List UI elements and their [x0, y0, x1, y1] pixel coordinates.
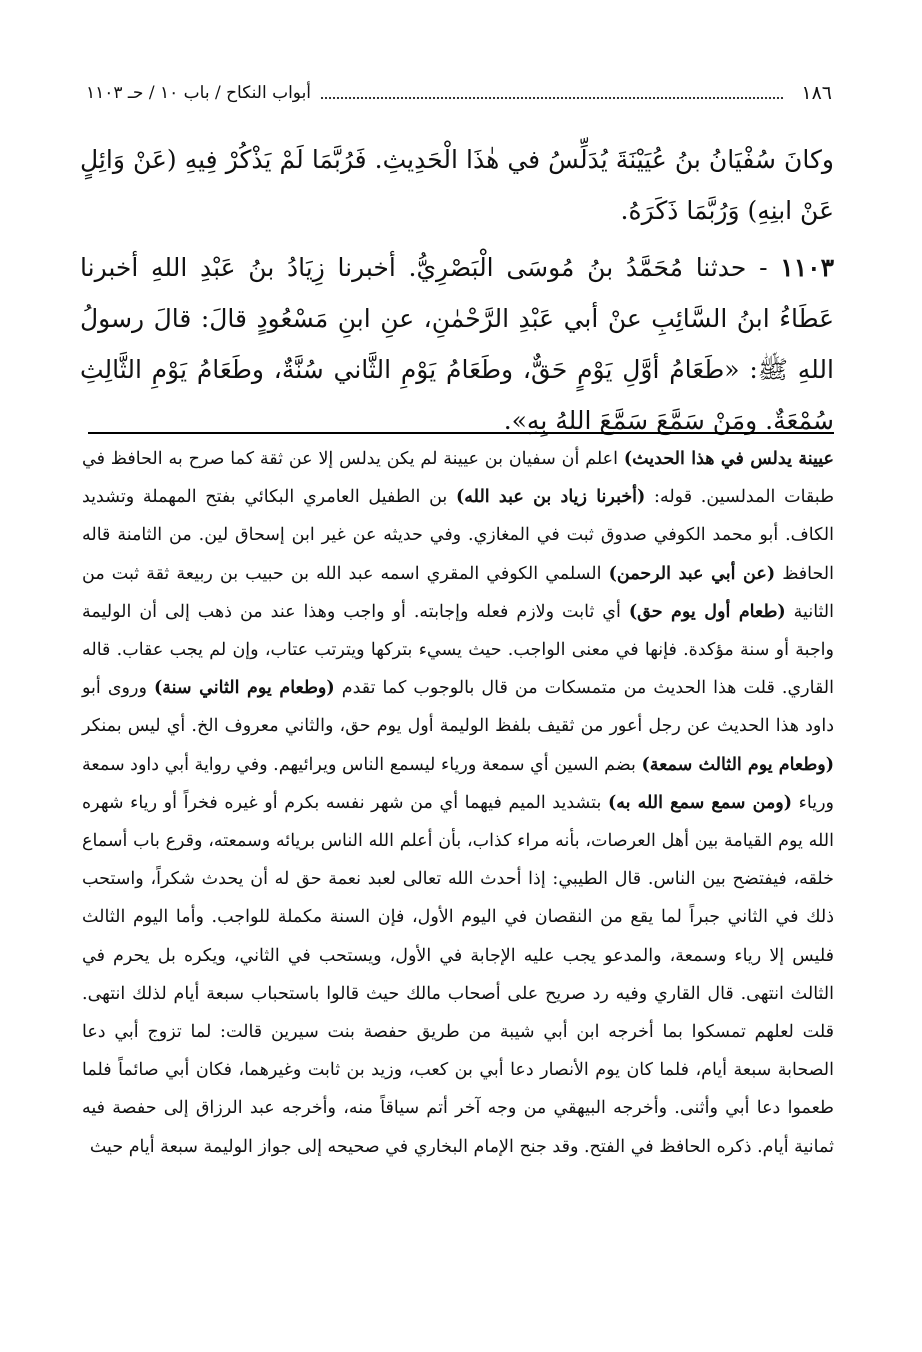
footnote-divider: [88, 432, 834, 434]
lemma: (وطعام يوم الثالث سمعة): [641, 754, 834, 775]
running-header: [86, 80, 832, 106]
lemma: (أخبرنا زياد بن عبد الله): [456, 487, 646, 508]
commentary-text: أي ثابت ولازم فعله وإجابته. أو واجب وهذا عند من ذهب إلى أن الوليمة واجبة أو سنة مؤكدة. فإنها في معنى الواجب. حيث يسيء بتركها ويترتب عتاب، وإن لم يجب عقاب. قاله القاري. قلت هذا الحديث من متمسكات من قال بالوجوب كما تقدم: [82, 601, 834, 699]
page-number: ١٨٦: [801, 82, 832, 104]
lemma: (عن أبي عبد الرحمن): [608, 563, 776, 584]
commentary-text: وروى أبو داود هذا الحديث عن رجل أعور من ثقيف بلفظ الوليمة أول يوم حق، والثاني معروف الخ. أي ليس بمنكر: [82, 678, 834, 737]
hadith-1103: [80, 242, 834, 446]
commentary-paragraph: [82, 440, 834, 1166]
hadith-body: - حدثنا مُحَمَّدُ بنُ مُوسَى الْبَصْرِيُّ. أخبرنا زِيَادُ بنُ عَبْدِ اللهِ أخبرنا عَطَاءُ ابنُ السَّائِبِ عنْ أبي عَبْدِ الرَّحْمٰنِ، عنِ ابنِ مَسْعُودٍ قالَ: قالَ رسولُ اللهِ ﷺ: «طَعَامُ أوَّلِ يَوْمٍ حَقٌّ، وطَعَامُ يَوْمِ الثَّاني سُنَّةٌ، وطَعَامُ يَوْمِ الثَّالِثِ سُمْعَةٌ. ومَنْ سَمَّعَ سَمَّعَ اللهُ بِهِ».: [80, 253, 834, 435]
narration-note: وكانَ سُفْيَانُ بنُ عُيَيْنَةَ يُدَلِّسُ في هٰذَا الْحَدِيثِ. فَرُبَّمَا لَمْ يَذْكُرْ فِيهِ (عَنْ وَائِلٍ عَنْ ابنِهِ) وَرُبَّمَا ذَكَرَهُ.: [80, 145, 834, 225]
hadith-text: [80, 134, 834, 452]
commentary-text: السلمي الكوفي المقري اسمه عبد الله بن حبيب بن ربيعة ثقة ثبت من الثانية: [82, 563, 834, 622]
lemma: عيينة يدلس في هذا الحديث): [623, 449, 834, 469]
lemma: (وطعام يوم الثاني سنة): [153, 678, 335, 699]
chapter-title: أبواب النكاح / باب ١٠ / حـ ١١٠٣: [86, 83, 312, 103]
lemma: (ومن سمع سمع الله به): [607, 792, 793, 813]
commentary: [82, 440, 834, 1166]
commentary-text: اعلم أن سفيان بن عيينة لم يكن يدلس إلا عن ثقة كما صرح به الحافظ في طبقات المدلسين. قوله:: [82, 449, 834, 508]
commentary-text: بضم السين أي سمعة ورياء ليسمع الناس ويرائيهم. وفي رواية أبي داود سمعة ورياء: [82, 754, 834, 813]
hadith-number: ١١٠٣: [780, 253, 835, 282]
header-dot-leader: [321, 87, 783, 99]
commentary-text: بن الطفيل العامري البكائي بفتح المهملة وتشديد الكاف. أبو محمد الكوفي صدوق ثبت في المغازي. وفي حديثه عن غير ابن إسحاق لين. من الثامنة قاله الحافظ: [82, 487, 834, 584]
commentary-text: بتشديد الميم فيهما أي من شهر نفسه بكرم أو غيره فخراً أو رياء شهره الله يوم القيامة بين أهل العرصات، بأنه مراء كذاب، بأن أعلم الله الناس بريائه وسمعته، وقرع باب أسماع خلقه، فيفتضح بين الناس. قال الطيبي: إذا أحدث الله تعالى لعبد نعمة حق له أن يحدث شكراً، واستحب ذلك في الثاني جبراً لما يقع من النقصان في اليوم الأول، فإن السنة مكملة للواجب. وأما اليوم الثالث فليس إلا رياء وسمعة، والمدعو يجب عليه الإجابة في الأول، ويستحب في الثاني، ويكره بل يحرم في الثالث انتهى. قال القاري وفيه رد صريح على أصحاب مالك حيث قالوا باستحباب سبعة أيام لذلك انتهى. قلت لعلهم تمسكوا بما أخرجه ابن أبي شيبة من طريق حفصة بنت سيرين قالت: لما تزوج أبي دعا الصحابة سبعة أيام، فلما كان يوم الأنصار دعا أبي بن كعب، وزيد بن ثابت وغيرهما، فكان أبي صائماً فلما طعموا دعا أبي وأثنى. وأخرجه البيهقي من وجه آخر أتم سياقاً منه، وأخرجه عبد الرزاق إلى حفصة فيه ثمانية أيام. ذكره الحافظ في الفتح. وقد جنح الإمام البخاري في صحيحه إلى جواز الوليمة سبعة أيام حيث: [82, 792, 834, 1157]
lemma: (طعام أول يوم حق): [628, 601, 786, 622]
